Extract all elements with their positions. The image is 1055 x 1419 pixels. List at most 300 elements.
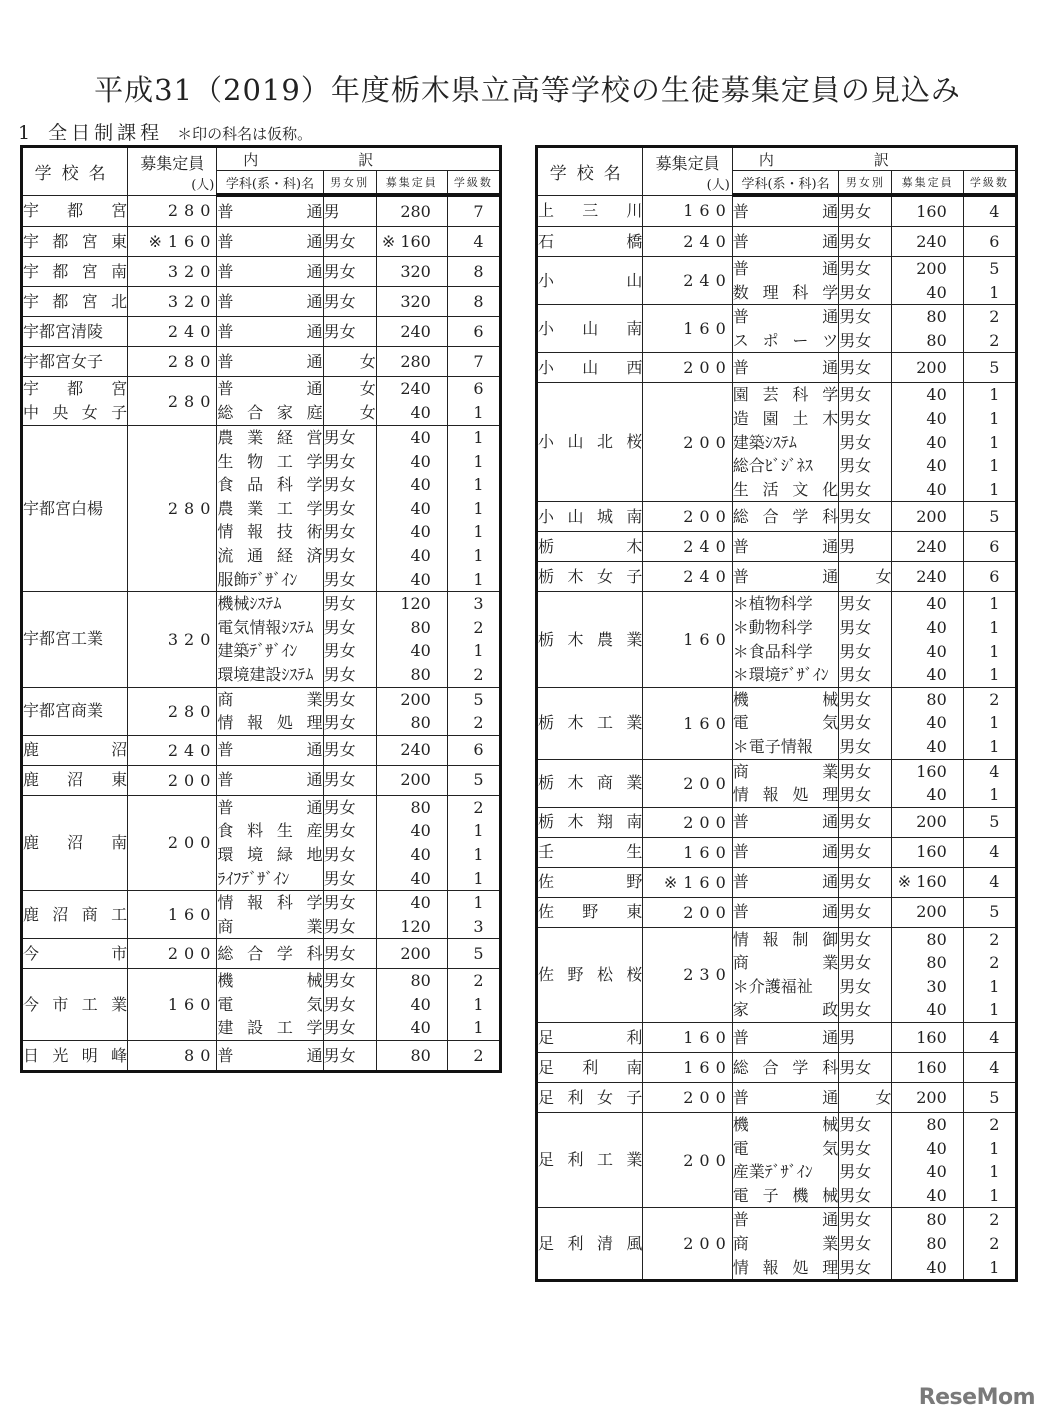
department-name: 服飾ﾃﾞｻﾞｲﾝ bbox=[217, 569, 298, 589]
department-cell bbox=[732, 195, 838, 227]
dept-capacity-value: 40 bbox=[410, 403, 431, 422]
gender-value: 男女 bbox=[839, 507, 872, 527]
department-name: 普 通 bbox=[732, 231, 839, 251]
classes-value: 1 bbox=[989, 617, 1000, 637]
gender-value: 男女 bbox=[839, 594, 872, 614]
school-name-line: 宇 都 宮 bbox=[23, 200, 128, 220]
capacity-cell: 200 bbox=[643, 502, 732, 532]
gender-cell bbox=[839, 867, 892, 897]
classes-value: 6 bbox=[989, 537, 1000, 557]
dept-capacity-cell bbox=[892, 1208, 963, 1281]
gender-cell bbox=[323, 257, 376, 287]
department-name: 情 報 処 理 bbox=[732, 785, 839, 805]
department-name: 情 報 技 術 bbox=[217, 522, 323, 542]
classes-cell bbox=[963, 927, 1016, 1022]
school-name-line: 宇都宮女子 bbox=[23, 351, 104, 371]
school-name-cell bbox=[537, 195, 643, 227]
classes-value: 1 bbox=[989, 282, 1000, 302]
gender-cell bbox=[323, 735, 376, 765]
gender-cell bbox=[839, 257, 892, 305]
classes-cell bbox=[963, 257, 1016, 305]
gender-value: 男女 bbox=[839, 1000, 872, 1020]
dept-capacity-value: 120 bbox=[400, 916, 431, 936]
dept-capacity-value: 40 bbox=[926, 594, 947, 614]
dept-capacity-cell bbox=[376, 287, 447, 317]
department-name: 電 気 bbox=[732, 713, 839, 733]
dept-capacity-value: 160 bbox=[916, 761, 947, 781]
capacity-cell: 160 bbox=[643, 1023, 732, 1053]
classes-cell bbox=[963, 687, 1016, 759]
department-name: 食 品 科 学 bbox=[217, 475, 323, 495]
gender-value: 男女 bbox=[323, 994, 356, 1014]
classes-value: 1 bbox=[989, 1185, 1000, 1205]
department-cell bbox=[217, 592, 323, 687]
department-cell bbox=[217, 969, 323, 1041]
school-name-line: 小 山 西 bbox=[538, 357, 643, 377]
classes-cell bbox=[963, 532, 1016, 562]
dept-capacity-value: 40 bbox=[410, 498, 431, 518]
capacity-cell: 280 bbox=[128, 426, 217, 592]
gender-cell bbox=[323, 969, 376, 1041]
school-name-line: 足 利 女 子 bbox=[538, 1087, 643, 1107]
department-cell bbox=[217, 1041, 323, 1072]
dept-capacity-cell bbox=[892, 867, 963, 897]
department-cell bbox=[732, 867, 838, 897]
department-name: 普 通 bbox=[732, 307, 839, 327]
classes-value: 1 bbox=[989, 1000, 1000, 1020]
dept-capacity-cell bbox=[892, 1053, 963, 1083]
gender-value: 男女 bbox=[839, 1234, 872, 1254]
gender-value: 男女 bbox=[839, 1185, 872, 1205]
dept-capacity-value: 320 bbox=[400, 261, 431, 281]
gender-value: 男女 bbox=[839, 617, 872, 637]
school-name-line: 宇都宮白楊 bbox=[23, 498, 104, 518]
section-label: 全日制課程 bbox=[48, 122, 164, 144]
department-name: 環 境 緑 地 bbox=[217, 844, 323, 864]
department-name: 総合ﾋﾞｼﾞﾈｽ bbox=[732, 456, 813, 476]
school-name-cell bbox=[22, 969, 128, 1041]
dept-capacity-value: 40 bbox=[926, 282, 947, 302]
dept-capacity-value: 40 bbox=[926, 665, 947, 685]
header-gender: 男女別 bbox=[323, 171, 376, 196]
dept-capacity-value: 40 bbox=[926, 713, 947, 733]
department-cell bbox=[732, 257, 838, 305]
dept-capacity-value: 80 bbox=[926, 330, 947, 350]
gender-cell bbox=[323, 687, 376, 735]
department-cell bbox=[732, 1053, 838, 1083]
department-name: 建 設 工 学 bbox=[217, 1018, 323, 1038]
capacity-cell: 200 bbox=[643, 807, 732, 837]
table-row bbox=[537, 1023, 1017, 1053]
department-name: 機械ｼｽﾃﾑ bbox=[217, 594, 282, 614]
table-row bbox=[22, 347, 501, 377]
dept-capacity-value: 80 bbox=[926, 1210, 947, 1230]
classes-value: 1 bbox=[989, 713, 1000, 733]
table-body bbox=[537, 195, 1017, 1281]
department-cell bbox=[732, 1113, 838, 1208]
classes-value: 1 bbox=[989, 479, 1000, 499]
department-name: 普 通 bbox=[217, 291, 323, 311]
dept-capacity-value: 200 bbox=[916, 1087, 947, 1107]
dept-capacity-value: 40 bbox=[926, 1138, 947, 1158]
department-name: 普 通 bbox=[217, 231, 323, 251]
capacity-cell: 160 bbox=[643, 592, 732, 687]
classes-cell bbox=[963, 1083, 1016, 1113]
classes-value: 5 bbox=[989, 1087, 1000, 1107]
gender-value: 男女 bbox=[839, 929, 872, 949]
dept-capacity-cell bbox=[376, 592, 447, 687]
gender-value: 女 bbox=[359, 379, 376, 399]
capacity-cell: 200 bbox=[643, 353, 732, 383]
gender-cell bbox=[839, 897, 892, 927]
dept-capacity-cell bbox=[376, 227, 447, 257]
dept-capacity-cell bbox=[892, 353, 963, 383]
classes-value: 7 bbox=[473, 351, 484, 371]
department-cell bbox=[732, 927, 838, 1022]
classes-cell bbox=[447, 891, 500, 939]
dept-capacity-value: 40 bbox=[926, 736, 947, 756]
gender-cell bbox=[839, 759, 892, 807]
department-name: 普 通 bbox=[732, 812, 839, 832]
department-name: 環境建設ｼｽﾃﾑ bbox=[217, 664, 314, 684]
dept-capacity-value: 40 bbox=[926, 1162, 947, 1182]
gender-value: 男女 bbox=[323, 770, 356, 790]
classes-value: 2 bbox=[989, 307, 1000, 327]
dept-capacity-value: 80 bbox=[926, 307, 947, 327]
classes-value: 2 bbox=[473, 664, 484, 684]
capacity-cell: 320 bbox=[128, 257, 217, 287]
gender-value: 男女 bbox=[323, 868, 356, 888]
gender-value: 男女 bbox=[323, 498, 356, 518]
department-cell bbox=[217, 377, 323, 426]
gender-value: 男女 bbox=[839, 812, 872, 832]
department-name: 普 通 bbox=[217, 770, 323, 790]
classes-value: 5 bbox=[989, 902, 1000, 922]
header-department: 学科(系・科)名 bbox=[732, 171, 838, 196]
dept-capacity-cell bbox=[376, 969, 447, 1041]
department-name: 商 業 bbox=[732, 953, 839, 973]
classes-value: 6 bbox=[473, 740, 484, 760]
school-name-cell bbox=[22, 347, 128, 377]
table-row bbox=[537, 927, 1017, 1022]
dept-capacity-cell bbox=[892, 502, 963, 532]
gender-value: 男女 bbox=[323, 451, 356, 471]
dept-capacity-cell bbox=[892, 807, 963, 837]
classes-cell bbox=[963, 195, 1016, 227]
school-name-cell bbox=[537, 257, 643, 305]
classes-value: 2 bbox=[473, 617, 484, 637]
department-name: ＊電子情報 bbox=[732, 736, 813, 756]
classes-value: 5 bbox=[473, 770, 484, 790]
section-note: ＊印の科名は仮称。 bbox=[177, 125, 313, 143]
school-name-line: 宇 都 宮 東 bbox=[23, 231, 128, 251]
gender-cell bbox=[839, 1053, 892, 1083]
school-name-cell bbox=[537, 532, 643, 562]
department-name: 機 械 bbox=[217, 971, 323, 991]
dept-capacity-cell bbox=[892, 687, 963, 759]
section-number: 1 bbox=[18, 122, 31, 144]
school-name-line: 小 山 城 南 bbox=[538, 506, 643, 526]
dept-capacity-value: 40 bbox=[926, 1000, 947, 1020]
department-cell bbox=[732, 383, 838, 502]
capacity-cell: 160 bbox=[643, 1053, 732, 1083]
school-name-cell bbox=[537, 383, 643, 502]
dept-capacity-value: 240 bbox=[400, 740, 431, 760]
department-name: 家 政 bbox=[732, 1000, 839, 1020]
classes-value: 5 bbox=[473, 689, 484, 709]
classes-value: 3 bbox=[473, 594, 484, 614]
gender-value: 男女 bbox=[839, 1210, 872, 1230]
dept-capacity-value: 200 bbox=[916, 358, 947, 378]
table-row bbox=[22, 891, 501, 939]
dept-capacity-value: 80 bbox=[410, 971, 431, 991]
capacity-cell: 200 bbox=[128, 795, 217, 890]
gender-value: 男女 bbox=[839, 641, 872, 661]
table-row bbox=[537, 227, 1017, 257]
gender-cell bbox=[323, 347, 376, 377]
dept-capacity-value: 40 bbox=[410, 994, 431, 1014]
gender-cell bbox=[323, 1041, 376, 1072]
school-name-line: 鹿 沼 商 工 bbox=[23, 904, 128, 924]
gender-cell bbox=[839, 807, 892, 837]
classes-cell bbox=[963, 1023, 1016, 1053]
classes-value: 1 bbox=[989, 594, 1000, 614]
gender-cell bbox=[839, 1023, 892, 1053]
classes-value: 1 bbox=[989, 1138, 1000, 1158]
department-name: 普 通 bbox=[732, 537, 839, 557]
school-name-cell bbox=[537, 1053, 643, 1083]
gender-value: 男女 bbox=[323, 321, 356, 341]
school-name-cell bbox=[537, 927, 643, 1022]
classes-cell bbox=[963, 897, 1016, 927]
dept-capacity-cell bbox=[376, 257, 447, 287]
table-row bbox=[537, 837, 1017, 867]
classes-value: 2 bbox=[989, 330, 1000, 350]
dept-capacity-value: 200 bbox=[400, 943, 431, 963]
dept-capacity-value: 280 bbox=[400, 201, 431, 221]
classes-value: 1 bbox=[473, 428, 484, 447]
dept-capacity-cell bbox=[376, 891, 447, 939]
gender-cell bbox=[839, 227, 892, 257]
gender-cell bbox=[323, 939, 376, 969]
dept-capacity-cell bbox=[376, 939, 447, 969]
school-name-line: 鹿 沼 東 bbox=[23, 770, 128, 790]
school-name-cell bbox=[537, 305, 643, 353]
classes-cell bbox=[447, 939, 500, 969]
classes-cell bbox=[447, 287, 500, 317]
department-cell bbox=[732, 502, 838, 532]
school-name-line: 栃 木 翔 南 bbox=[538, 812, 643, 832]
department-name: 普 通 bbox=[217, 351, 323, 371]
department-cell bbox=[217, 257, 323, 287]
table-row bbox=[22, 735, 501, 765]
classes-cell bbox=[447, 795, 500, 890]
classes-value: 3 bbox=[473, 916, 484, 936]
school-name-line: 足 利 清 風 bbox=[538, 1233, 643, 1253]
school-name-cell bbox=[537, 592, 643, 687]
school-name-cell bbox=[537, 687, 643, 759]
department-name: 普 通 bbox=[732, 1210, 839, 1230]
department-name: 総 合 学 科 bbox=[217, 943, 323, 963]
dept-capacity-value: 40 bbox=[926, 385, 947, 405]
school-name-line: 佐 野 東 bbox=[538, 902, 643, 922]
department-cell bbox=[732, 1083, 838, 1113]
dept-capacity-cell bbox=[376, 765, 447, 795]
department-cell bbox=[732, 562, 838, 592]
gender-value: 男女 bbox=[323, 641, 356, 661]
table-row bbox=[537, 897, 1017, 927]
gender-cell bbox=[323, 592, 376, 687]
dept-capacity-cell bbox=[376, 426, 447, 592]
school-name-cell bbox=[22, 1041, 128, 1072]
header-classes: 学級数 bbox=[963, 171, 1016, 196]
table-row bbox=[537, 195, 1017, 227]
dept-capacity-cell bbox=[892, 383, 963, 502]
dept-capacity-value: 120 bbox=[400, 594, 431, 614]
classes-cell bbox=[963, 592, 1016, 687]
gender-cell bbox=[839, 687, 892, 759]
school-name-cell bbox=[22, 257, 128, 287]
dept-capacity-value: 160 bbox=[916, 201, 947, 221]
gender-value: 男女 bbox=[323, 943, 356, 963]
classes-cell bbox=[447, 687, 500, 735]
dept-capacity-cell bbox=[376, 1041, 447, 1072]
capacity-cell: 240 bbox=[128, 735, 217, 765]
gender-cell bbox=[839, 927, 892, 1022]
classes-value: 4 bbox=[989, 842, 1000, 862]
school-name-cell bbox=[537, 1083, 643, 1113]
school-name-cell bbox=[22, 891, 128, 939]
gender-cell bbox=[323, 287, 376, 317]
classes-cell bbox=[447, 765, 500, 795]
classes-value: 1 bbox=[473, 451, 484, 471]
dept-capacity-cell bbox=[892, 305, 963, 353]
classes-value: 8 bbox=[473, 261, 484, 281]
school-name-cell bbox=[22, 317, 128, 347]
school-name-line: 栃 木 bbox=[538, 536, 643, 556]
classes-value: 1 bbox=[473, 545, 484, 565]
gender-value: 男女 bbox=[323, 428, 356, 447]
table-row bbox=[537, 353, 1017, 383]
capacity-cell: 280 bbox=[128, 687, 217, 735]
department-name: 普 通 bbox=[732, 1027, 839, 1047]
dept-capacity-value: 30 bbox=[926, 976, 947, 996]
classes-value: 4 bbox=[989, 761, 1000, 781]
department-name: 総 合 学 科 bbox=[732, 1057, 839, 1077]
classes-value: 4 bbox=[989, 201, 1000, 221]
dept-capacity-value: 240 bbox=[916, 537, 947, 557]
school-name-cell bbox=[22, 795, 128, 890]
department-name: 商 業 bbox=[217, 916, 323, 936]
school-name-line: 鹿 沼 bbox=[23, 740, 128, 760]
gender-value: 男女 bbox=[323, 797, 356, 817]
dept-capacity-cell bbox=[376, 735, 447, 765]
dept-capacity-cell bbox=[892, 195, 963, 227]
classes-cell bbox=[963, 759, 1016, 807]
department-name: 普 通 bbox=[732, 1087, 839, 1107]
classes-value: 1 bbox=[473, 641, 484, 661]
classes-cell bbox=[447, 317, 500, 347]
school-name-line: 小 山 bbox=[538, 270, 643, 290]
gender-value: 男女 bbox=[839, 1115, 872, 1135]
gender-value: 男女 bbox=[839, 259, 872, 278]
dept-capacity-value: 40 bbox=[410, 821, 431, 841]
gender-value: 男女 bbox=[839, 1257, 872, 1277]
classes-cell bbox=[447, 969, 500, 1041]
capacity-cell: 200 bbox=[643, 1083, 732, 1113]
table-row bbox=[537, 1053, 1017, 1083]
dept-capacity-value: 200 bbox=[400, 689, 431, 709]
dept-capacity-cell bbox=[892, 1113, 963, 1208]
gender-value: 男女 bbox=[323, 740, 356, 760]
dept-capacity-value: 40 bbox=[410, 868, 431, 888]
dept-capacity-value: 40 bbox=[926, 456, 947, 476]
dept-capacity-value: 160 bbox=[916, 1057, 947, 1077]
classes-value: 6 bbox=[473, 321, 484, 341]
gender-value: 男女 bbox=[839, 785, 872, 805]
table-row bbox=[537, 305, 1017, 353]
gender-value: 女 bbox=[359, 403, 376, 422]
school-name-line: 宇 都 宮 南 bbox=[23, 261, 128, 281]
header-classes: 学級数 bbox=[447, 171, 500, 196]
department-name: 造 園 土 木 bbox=[732, 408, 839, 428]
classes-value: 1 bbox=[473, 498, 484, 518]
dept-capacity-value: 80 bbox=[410, 1045, 431, 1065]
school-name-cell bbox=[537, 227, 643, 257]
dept-capacity-cell bbox=[376, 195, 447, 227]
table-row bbox=[22, 227, 501, 257]
capacity-cell: 240 bbox=[128, 317, 217, 347]
gender-value: 男女 bbox=[839, 408, 872, 428]
table-row bbox=[537, 807, 1017, 837]
gender-value: 男女 bbox=[323, 844, 356, 864]
table-row bbox=[22, 317, 501, 347]
school-name-cell bbox=[22, 735, 128, 765]
dept-capacity-value: 40 bbox=[410, 893, 431, 913]
capacity-cell: 280 bbox=[128, 377, 217, 426]
department-name: 普 通 bbox=[732, 358, 839, 378]
dept-capacity-value: 40 bbox=[926, 785, 947, 805]
dept-capacity-cell bbox=[376, 347, 447, 377]
dept-capacity-value: 200 bbox=[400, 770, 431, 790]
school-name-line: 佐 野 bbox=[538, 872, 643, 892]
gender-cell bbox=[323, 227, 376, 257]
classes-value: 6 bbox=[473, 379, 484, 399]
capacity-cell: ※160 bbox=[128, 227, 217, 257]
department-name: 普 通 bbox=[217, 321, 323, 341]
department-name: 普 通 bbox=[732, 902, 839, 922]
dept-capacity-value: 40 bbox=[410, 641, 431, 661]
capacity-cell: 200 bbox=[643, 1113, 732, 1208]
classes-value: 8 bbox=[473, 291, 484, 311]
classes-cell bbox=[963, 1113, 1016, 1208]
department-cell bbox=[217, 939, 323, 969]
gender-value: 男女 bbox=[839, 842, 872, 862]
dept-capacity-cell bbox=[892, 227, 963, 257]
department-cell bbox=[217, 795, 323, 890]
gender-value: 男女 bbox=[839, 761, 872, 781]
gender-value: 男女 bbox=[839, 330, 872, 350]
dept-capacity-value: 240 bbox=[400, 379, 431, 399]
header-school-name: 学校名 bbox=[537, 147, 643, 196]
department-name: 電 気 bbox=[217, 994, 323, 1014]
dept-capacity-cell bbox=[376, 795, 447, 890]
table-row bbox=[537, 1208, 1017, 1281]
capacity-cell: 200 bbox=[643, 383, 732, 502]
gender-value: 男女 bbox=[323, 1045, 356, 1065]
gender-cell bbox=[323, 317, 376, 347]
gender-value: 男女 bbox=[323, 971, 356, 991]
